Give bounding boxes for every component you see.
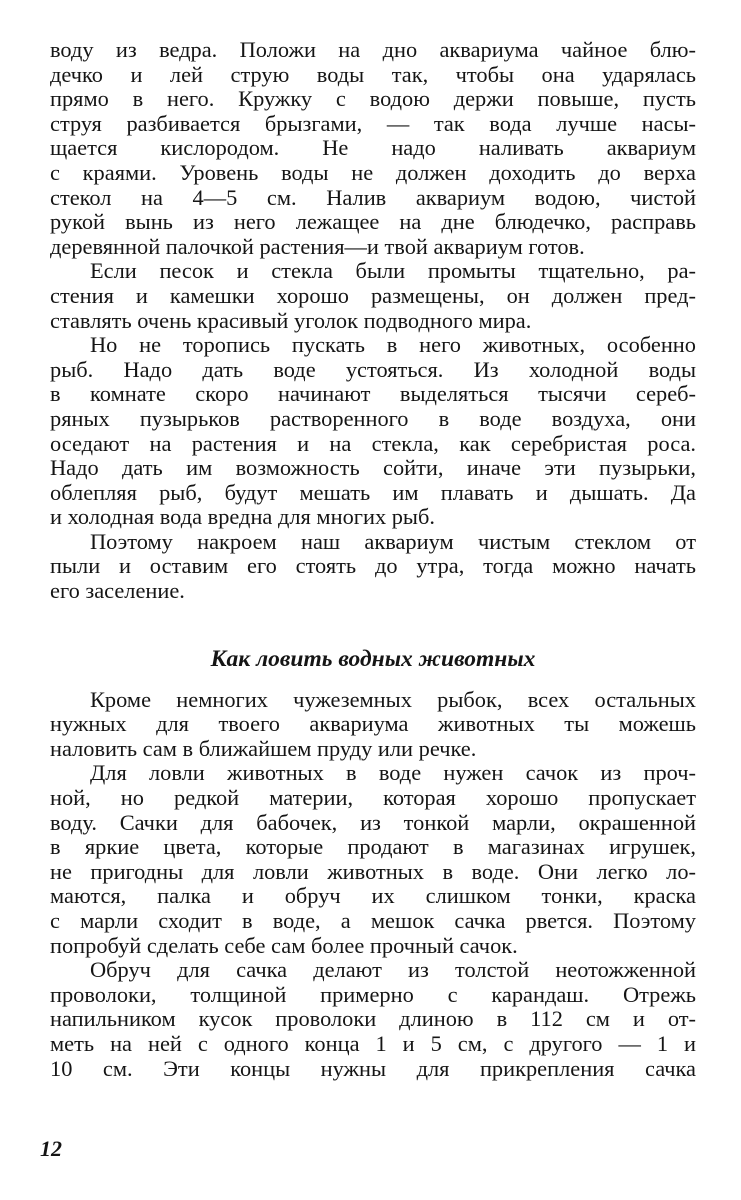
section-gap [50,604,696,644]
text-line: в яркие цвета, которые продают в магазинах игрушек, [50,834,696,860]
text-line: Кроме немногих чужеземных рыбок, всех остальных [90,686,696,712]
text-line: в комнате скоро начинают выделяться тысячи сереб- [50,381,696,407]
text-line: наловить сам в ближайшем пруду или речке. [50,735,477,761]
text-line: его заселение. [50,578,185,604]
text-line: струя разбивается брызгами, — так вода лучше насы- [50,110,696,136]
text-line: Если песок и стекла были промыты тщательно, ра- [90,258,696,284]
text-line: меть на ней с одного конца 1 и 5 см, с другого — 1 и [50,1030,696,1056]
text-line: с марли сходит в воде, а мешок сачка рвется. Поэтому [50,908,696,933]
text-line: стения и камешки хорошо размещены, он должен пред- [50,282,696,308]
text-line: Надо дать им возможность сойти, иначе эти пузырьки, [50,455,696,481]
text-line: стекол на 4—5 см. Налив аквариум водою, чистой [50,184,696,210]
text-line: рыб. Надо дать воде устояться. Из холодной воды [50,356,696,382]
text-line: ной, но редкой материи, которая хорошо пропускает [50,785,696,811]
text-line: Обруч для сачка делают из толстой неотожженной [90,957,696,983]
section-heading: Как ловить водных животных [210,645,536,672]
text-line: воду. Сачки для бабочек, из тонкой марли, окрашенной [50,809,696,835]
page-text [50,38,696,1081]
text-line: Для ловли животных в воде нужен сачок из проч- [90,760,696,786]
text-line: облепляя рыб, будут мешать им плавать и дышать. Да [50,479,696,505]
text-line: ставлять очень красивый уголок подводного мира. [50,307,532,333]
text-line: рукой вынь из него лежащее на дне блюдечко, расправь [50,209,696,235]
text-line: нужных для твоего аквариума животных ты можешь [50,711,696,737]
text-line: напильником кусок проволоки длиною в 112 см и от- [50,1006,696,1032]
text-line: щается кислородом. Не надо наливать аквариум [50,135,696,161]
page-number: 12 [40,1136,62,1161]
text-line: пыли и оставим его стоять до утра, тогда можно начать [50,553,696,579]
text-line: попробуй сделать себе сам более прочный сачок. [50,932,518,958]
text-line: маются, палка и обруч их слишком тонки, краска [50,883,696,909]
text-line: не пригодны для ловли животных в воде. Они легко ло- [50,858,696,884]
text-line: оседают на растения и на стекла, как серебристая роса. [50,430,696,456]
text-line: Поэтому накроем наш аквариум чистым стеклом от [90,528,696,554]
text-line: и холодная вода вредна для многих рыб. [50,504,435,530]
text-line: воду из ведра. Положи на дно аквариума чайное блю- [50,37,696,62]
text-line: ряных пузырьков растворенного в воде воздуха, они [50,405,696,431]
text-line: Но не торопись пускать в него животных, особенно [90,332,696,358]
text-line: 10 см. Эти концы нужны для прикрепления сачка [50,1055,696,1081]
text-line: дечко и лей струю воды так, чтобы она ударялась [50,61,696,87]
text-line: проволоки, толщиной примерно с карандаш. Отрежь [50,981,696,1007]
text-line: прямо в него. Кружку с водою держи повыше, пусть [50,86,696,112]
text-line: с краями. Уровень воды не должен доходить до верха [50,159,696,185]
text-line: деревянной палочкой растения—и твой аквариум готов. [50,233,585,259]
